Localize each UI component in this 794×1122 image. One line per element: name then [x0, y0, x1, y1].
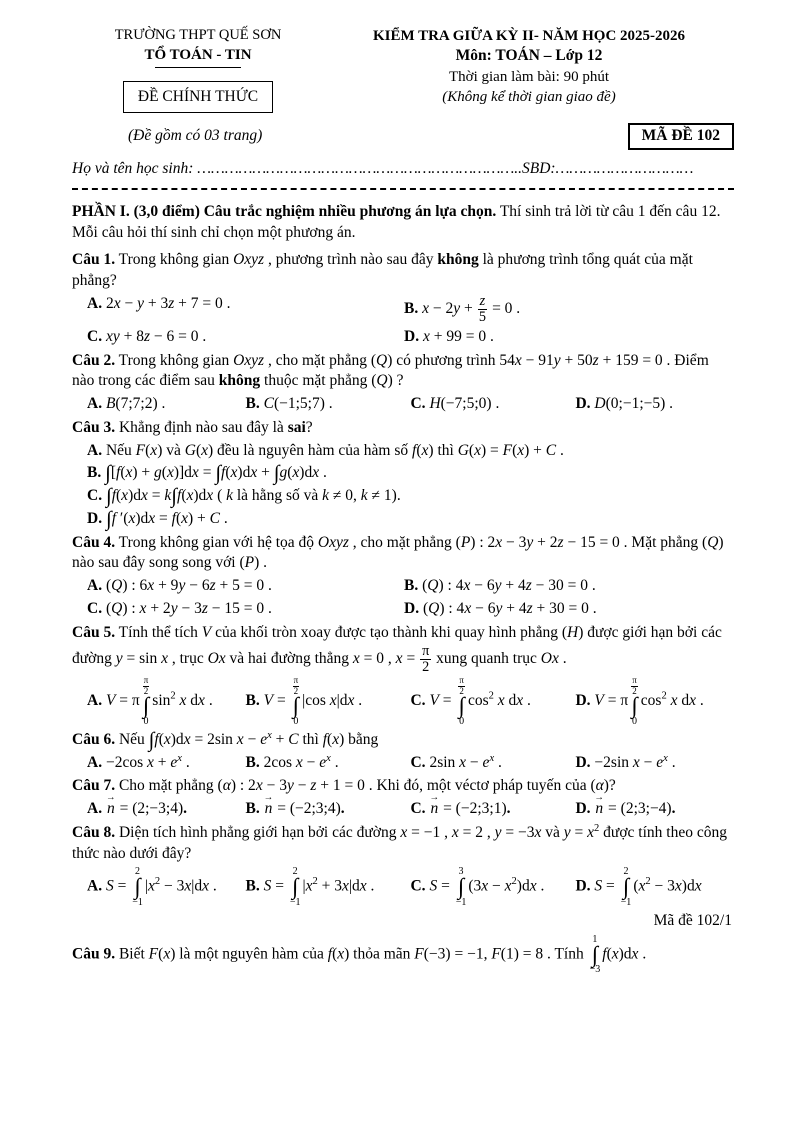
question-label: Câu 9. — [72, 945, 116, 963]
option-letter: A. — [87, 395, 103, 413]
option-a: A. S = 2 ∫ −1 $|x^2 - 3x|dx$ . — [87, 866, 217, 909]
options — [72, 440, 734, 531]
option-letter: B. — [404, 299, 419, 317]
subject-line: Môn: TOÁN – Lớp 12 — [455, 47, 603, 65]
option-c: C. (Q) : x + 2y − 3z − 15 = 0 . — [87, 600, 272, 617]
option-a: A. −2cos $x + e^x$ . — [87, 752, 190, 771]
option-c: C. ∫f(x)dx = k∫f(x)dx ( k là hằng số và k ≠ 0, k ≠ 1). — [87, 483, 401, 508]
question-7 — [72, 776, 734, 821]
option-b: B. S = 2 ∫ −1 $|x^2 + 3x|dx$ . — [245, 866, 375, 909]
options — [72, 393, 734, 416]
option-letter: A. — [87, 294, 103, 312]
option-c: C. H(−7;5;0) . — [410, 395, 500, 413]
option-letter: D. — [575, 692, 591, 710]
options — [72, 752, 734, 775]
question-label: Câu 2. — [72, 351, 116, 369]
question-stem: Câu 6. Nếu ∫f(x)dx = 2sin $x - e^x + C$ thì f(x) bằng — [72, 727, 379, 752]
header — [72, 26, 734, 113]
option-letter: D. — [575, 753, 591, 771]
question-stem: Câu 3. Khẳng định nào sau đây là sai? — [72, 418, 313, 436]
question-label: Câu 4. — [72, 533, 116, 551]
question-label: Câu 8. — [72, 823, 116, 841]
question-stem: Câu 9. Biết F(x) là một nguyên hàm của f(x) thỏa mãn F(−3) = −1, F(1) = 8 . Tính 1 ∫ −3 f(x)dx . — [72, 933, 647, 976]
option-d: D. V = π $\frac{\pi}{2}$ ∫ 0 $\cos^2 x$ dx . — [575, 675, 704, 727]
options — [72, 675, 734, 727]
option-b: B. (Q) : 4x − 6y + 4z − 30 = 0 . — [404, 577, 596, 595]
option-letter: D. — [575, 877, 591, 895]
question-stem: Câu 7. Cho mặt phẳng (α) : 2x − 3y − z + 1 = 0 . Khi đó, một véctơ pháp tuyến của (α)? — [72, 777, 616, 795]
option-d: D. −2sin $x - e^x$ . — [575, 752, 676, 771]
option-a: A. B(7;7;2) . — [87, 395, 166, 413]
option-letter: B. — [245, 753, 260, 771]
option-letter: A. — [87, 877, 103, 895]
question-stem: Câu 8. Diện tích hình phẳng giới hạn bởi các đường x = −1 , x = 2 , y = −3x và $y = x^2$ được tính theo công thức nào dưới đây? — [72, 822, 727, 862]
options — [72, 865, 734, 909]
official-exam-box: ĐỀ CHÍNH THỨC — [123, 81, 273, 114]
option-b: B. ∫[f(x) + g(x)]dx = ∫f(x)dx + ∫g(x)dx . — [87, 460, 327, 485]
option-letter: D. — [404, 327, 420, 345]
question-stem: Câu 4. Trong không gian với hệ tọa độ Oxyz , cho mặt phẳng (P) : 2x − 3y + 2z − 15 = 0 . Mặt phẳng (Q) nào sau đây song song với (P) . — [72, 533, 724, 572]
option-letter: D. — [87, 509, 103, 527]
option-letter: D. — [575, 800, 591, 818]
part1-heading-rest: Thí sinh trả lời từ câu 1 đến câu 12. Mỗi câu hỏi thí sinh chỉ chọn một phương án. — [72, 202, 721, 241]
header-right — [324, 26, 734, 113]
option-letter: A. — [87, 800, 103, 818]
page-code: Mã đề 102/1 — [653, 912, 732, 930]
option-letter: A. — [87, 577, 103, 595]
option-a: A. Nếu F(x) và G(x) đều là nguyên hàm của hàm số f(x) thì G(x) = F(x) + C . — [87, 441, 564, 459]
option-d: D. → n = (2;3;−4). — [575, 798, 734, 821]
meta-row — [72, 123, 734, 150]
option-b: B. V = $\frac{\pi}{2}$ ∫ 0 |cos x|dx . — [245, 675, 363, 727]
part1-heading — [72, 202, 734, 244]
option-a: A. → n = (2;−3;4). — [87, 798, 246, 821]
option-letter: B. — [245, 877, 260, 895]
option-letter: A. — [87, 441, 103, 459]
option-letter: C. — [410, 753, 426, 771]
option-c: C. → n = (−2;3;1). — [410, 798, 575, 821]
option-c: C. V = $\frac{\pi}{2}$ ∫ 0 $\cos^2 x$ dx . — [410, 675, 531, 727]
option-c: C. 2sin $x - e^x$ . — [410, 752, 502, 771]
question-label: Câu 3. — [72, 418, 116, 436]
question-stem: Câu 1. Trong không gian Oxyz , phương trình nào sau đây không là phương trình tổng quát của mặt phẳng? — [72, 251, 693, 290]
question-2 — [72, 351, 734, 416]
option-letter: C. — [87, 600, 103, 617]
part1-heading-bold: PHẦN I. (3,0 điểm) Câu trắc nghiệm nhiều phương án lựa chọn. — [72, 202, 497, 220]
school-name: TRƯỜNG THPT QUẾ SƠN — [114, 27, 282, 43]
option-d: D. (Q) : 4x − 6y + 4z + 30 = 0 . — [404, 600, 597, 617]
dashed-separator — [72, 188, 734, 190]
option-d: D. x + 99 = 0 . — [404, 327, 494, 345]
question-label: Câu 1. — [72, 251, 116, 269]
option-c: C. S = 3 ∫ −1 $(3x - x^2)dx$ . — [410, 866, 545, 909]
option-d: D. ∫f ′(x)dx = f(x) + C . — [87, 506, 228, 531]
option-letter: C. — [410, 800, 426, 818]
header-left — [72, 26, 324, 113]
options — [72, 293, 734, 349]
option-letter: B. — [87, 464, 102, 482]
question-8 — [72, 823, 734, 909]
exam-code-box: MÃ ĐỀ 102 — [628, 123, 734, 150]
question-1 — [72, 250, 734, 348]
question-list — [72, 250, 734, 975]
option-letter: C. — [410, 692, 426, 710]
option-letter: B. — [245, 692, 260, 710]
option-c: C. xy + 8z − 6 = 0 . — [87, 327, 207, 345]
option-d: D. S = 2 ∫ −1 $(x^2 - 3x)dx$ — [575, 866, 702, 909]
question-5 — [72, 623, 734, 728]
option-b: B. → n = (−2;3;4). — [246, 798, 411, 821]
option-letter: D. — [575, 395, 591, 413]
options — [72, 798, 734, 821]
option-letter: C. — [87, 327, 103, 345]
option-b: B. x − 2y + $\frac{z}{5}$ = 0 . — [404, 292, 521, 325]
option-letter: D. — [404, 600, 420, 617]
option-letter: C. — [87, 487, 103, 505]
option-a: A. (Q) : 6x + 9y − 6z + 5 = 0 . — [87, 577, 272, 595]
option-letter: B. — [245, 395, 260, 413]
option-b: B. 2cos $x - e^x$ . — [245, 752, 339, 771]
option-a: A. 2x − y + 3z + 7 = 0 . — [87, 294, 231, 312]
department-underline — [155, 67, 241, 68]
question-stem: Câu 5. Tính thể tích V của khối tròn xoay được tạo thành khi quay hình phẳng (H) được giới hạn bởi các đường y = sin x , trục Ox và hai đường thẳng x = 0 , x = $\frac{\pi}{2}$ xung quanh trục Ox . — [72, 623, 722, 675]
option-letter: B. — [404, 577, 419, 595]
option-letter: A. — [87, 692, 103, 710]
option-letter: A. — [87, 753, 103, 771]
option-letter: B. — [245, 800, 260, 818]
question-6 — [72, 727, 734, 775]
question-4 — [72, 533, 734, 621]
question-stem: Câu 2. Trong không gian Oxyz , cho mặt phẳng (Q) có phương trình 54x − 91y + 50z + 159 = 0 . Điểm nào trong các điểm sau không thuộc mặt phẳng (Q) ? — [72, 351, 709, 390]
department-name: TỔ TOÁN - TIN — [144, 47, 252, 64]
option-d: D. D(0;−1;−5) . — [575, 395, 674, 413]
option-a: A. V = π $\frac{\pi}{2}$ ∫ 0 $\sin^2 x$ dx . — [87, 675, 213, 727]
exam-title: KIỂM TRA GIỮA KỲ II- NĂM HỌC 2025-2026 — [372, 28, 686, 44]
pages-note: (Đề gồm có 03 trang) — [128, 127, 263, 145]
option-letter: C. — [410, 877, 426, 895]
student-name-line: Họ và tên học sinh: ……………………………………………………………..SBD:………………………… — [72, 160, 694, 178]
question-3 — [72, 418, 734, 531]
time-note: (Không kể thời gian giao đề) — [442, 88, 616, 105]
question-label: Câu 5. — [72, 623, 116, 641]
time-line: Thời gian làm bài: 90 phút — [449, 68, 609, 85]
options — [72, 575, 734, 621]
question-9 — [72, 934, 734, 976]
question-label: Câu 6. — [72, 730, 116, 748]
option-letter: C. — [410, 395, 426, 413]
question-label: Câu 7. — [72, 777, 116, 795]
option-b: B. C(−1;5;7) . — [245, 395, 333, 413]
